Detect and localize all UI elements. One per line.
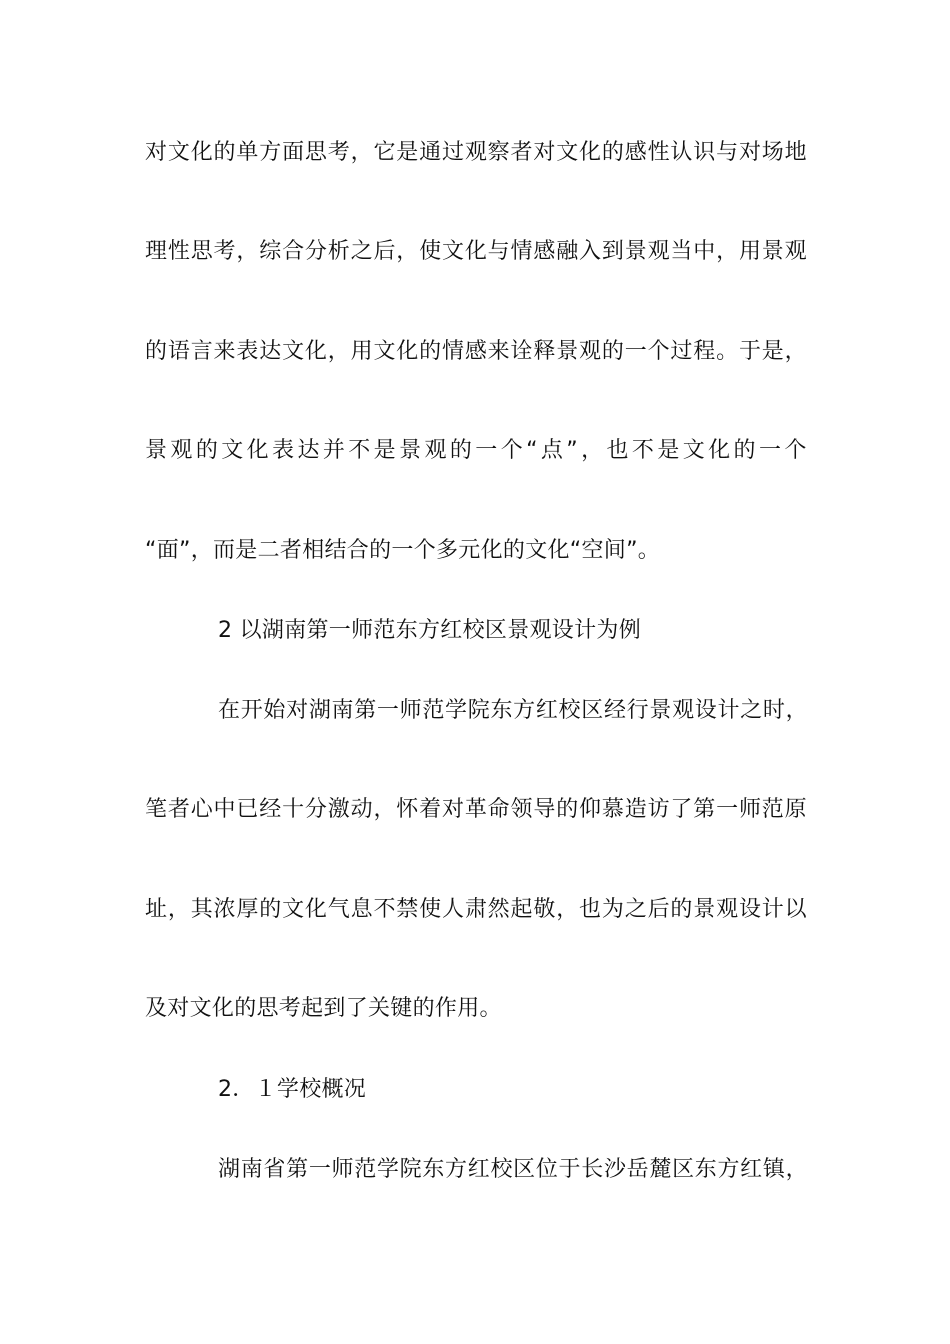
text-char: 红 [740, 1157, 763, 1182]
text-char: 是 [761, 339, 785, 364]
text-char: 行 [626, 698, 649, 723]
text-char: 师 [331, 1157, 354, 1182]
text-char: 区 [581, 698, 604, 723]
text-char: 位 [535, 1157, 559, 1182]
paragraph-line: “面”，而是二者相结合的一个多元化的文化“空间”。 [145, 538, 661, 563]
text-char: 院 [467, 698, 491, 723]
text-char: 的 [145, 339, 168, 364]
text-char: 表 [272, 438, 295, 463]
text-char: 理 [145, 239, 168, 264]
text-char: 文 [282, 897, 305, 922]
text-char: 的 [419, 339, 442, 364]
text-char: 肃 [464, 897, 488, 922]
text-char: 原 [784, 797, 807, 822]
text-char: 时 [762, 698, 786, 723]
text-char: 激 [327, 797, 351, 822]
text-char: 过 [441, 140, 465, 165]
text-char: 景 [556, 339, 579, 364]
text-char: 经 [259, 797, 282, 822]
text-char: 场 [761, 140, 785, 165]
text-char: 计 [717, 698, 740, 723]
text-char: 使 [419, 897, 442, 922]
text-char: 中 [213, 797, 236, 822]
text-char: 观 [424, 438, 447, 463]
text-char: 敬 [533, 897, 556, 922]
text-char: 的 [670, 897, 693, 922]
text-char: 的 [259, 897, 282, 922]
text-char: 语 [167, 339, 191, 364]
text-char: 浓 [213, 897, 236, 922]
text-char: 不 [348, 438, 371, 463]
text-char: 合 [282, 239, 305, 264]
text-char: 点 [540, 438, 564, 463]
text-char: 察 [487, 140, 510, 165]
paragraph-line [145, 237, 807, 267]
text-char: 于 [738, 339, 762, 364]
text-char: 用 [738, 239, 762, 264]
text-char: 区 [672, 1157, 695, 1182]
text-char: 景 [693, 897, 716, 922]
text-char: 个 [500, 438, 523, 463]
text-char: “ [526, 438, 538, 463]
text-char: 革 [464, 797, 488, 822]
text-char: 文 [556, 140, 579, 165]
text-char: 分 [304, 239, 328, 264]
text-char: 观 [579, 339, 602, 364]
text-char: 析 [327, 239, 351, 264]
text-char: 禁 [396, 897, 419, 922]
text-char: 设 [738, 897, 762, 922]
text-char: 用 [350, 339, 373, 364]
text-char: 怀 [396, 797, 419, 822]
text-char: 之 [740, 698, 763, 723]
text-char: 面 [282, 140, 305, 165]
text-char: ， [784, 339, 807, 364]
text-char: 景 [649, 698, 672, 723]
text-char: 麓 [649, 1157, 672, 1182]
text-char: 气 [327, 897, 351, 922]
text-char: 观 [672, 698, 695, 723]
text-char: 第 [354, 698, 377, 723]
text-char: 经 [603, 698, 627, 723]
text-char: 中 [693, 239, 716, 264]
text-char: 的 [195, 438, 219, 463]
text-char: 思 [304, 140, 328, 165]
paragraph-line [145, 436, 807, 466]
text-char: 学 [445, 698, 468, 723]
text-char: 南 [331, 698, 354, 723]
text-char: 观 [464, 140, 488, 165]
text-char: 设 [694, 698, 718, 723]
text-char: 化 [304, 897, 328, 922]
text-char: 地 [784, 140, 807, 165]
text-char: 融 [556, 239, 579, 264]
text-char: 是 [373, 438, 396, 463]
text-char: 息 [350, 897, 373, 922]
text-char: 言 [190, 339, 213, 364]
text-char: 湖 [218, 1157, 241, 1182]
text-char: 方 [445, 1157, 468, 1182]
text-char: 也 [606, 438, 629, 463]
paragraph-line [218, 1155, 808, 1185]
text-char: 表 [236, 339, 259, 364]
text-char: 的 [213, 140, 236, 165]
text-char: 造 [624, 797, 648, 822]
text-char: 南 [240, 1157, 264, 1182]
text-char: 诠 [510, 339, 533, 364]
text-char: 化 [464, 239, 488, 264]
text-char: 感 [533, 239, 556, 264]
text-char: 对 [441, 797, 465, 822]
text-char: 与 [487, 239, 510, 264]
text-char: 一 [308, 1157, 332, 1182]
text-char: 化 [579, 140, 602, 165]
text-char: 东 [490, 698, 513, 723]
text-char: 区 [513, 1157, 536, 1182]
text-char: 开 [240, 698, 264, 723]
paragraph-line [145, 895, 807, 925]
text-char: 之 [350, 239, 373, 264]
text-char: 化 [246, 438, 269, 463]
text-char: 校 [558, 698, 581, 723]
text-char: 认 [670, 140, 693, 165]
text-char: 领 [510, 797, 533, 822]
text-char: 对 [533, 140, 556, 165]
text-char: 化 [304, 339, 328, 364]
text-char: 以 [784, 897, 807, 922]
text-char: 院 [399, 1157, 422, 1182]
text-char: ” [566, 438, 578, 463]
text-char: 观 [170, 438, 193, 463]
text-char: 省 [263, 1157, 286, 1182]
text-char: 者 [167, 797, 191, 822]
text-char: 始 [263, 698, 286, 723]
text-char: 访 [647, 797, 670, 822]
text-char: 笔 [145, 797, 168, 822]
text-char: 为 [601, 897, 625, 922]
text-char: 一 [716, 797, 739, 822]
text-char: 考 [213, 239, 236, 264]
text-char: 然 [487, 897, 510, 922]
text-char: ， [556, 897, 579, 922]
text-char: 动 [350, 797, 373, 822]
text-char: 考 [327, 140, 351, 165]
text-char: 址 [145, 897, 168, 922]
text-char: 化 [396, 339, 419, 364]
text-char: 到 [601, 239, 625, 264]
text-char: ， [716, 239, 739, 264]
text-char: 个 [784, 438, 807, 463]
text-char: 十 [282, 797, 305, 822]
text-char: ， [581, 438, 604, 463]
text-char: 心 [190, 797, 213, 822]
text-char: 方 [717, 1157, 740, 1182]
text-char: 文 [441, 239, 465, 264]
text-char: 东 [422, 1157, 445, 1182]
text-char: 于 [558, 1157, 581, 1182]
text-char: 的 [556, 797, 579, 822]
text-char: 第 [693, 797, 716, 822]
text-char: 师 [399, 698, 422, 723]
text-char: 校 [490, 1157, 513, 1182]
text-char: 红 [467, 1157, 491, 1182]
text-char: 一 [758, 438, 782, 463]
text-char: 景 [399, 438, 422, 463]
text-char: 厚 [236, 897, 259, 922]
paragraph-line [145, 138, 807, 168]
text-char: 命 [487, 797, 510, 822]
text-char: 化 [190, 140, 213, 165]
text-char: ， [785, 698, 808, 723]
paragraph-line [218, 696, 808, 726]
text-char: 一 [376, 698, 400, 723]
text-char: 化 [708, 438, 731, 463]
text-char: 景 [145, 438, 168, 463]
text-char: 起 [510, 897, 533, 922]
text-char: 岳 [626, 1157, 649, 1182]
text-char: 感 [464, 339, 488, 364]
text-char: 思 [190, 239, 213, 264]
text-char: ， [167, 897, 191, 922]
text-char: 是 [657, 438, 680, 463]
text-char: 当 [670, 239, 693, 264]
text-char: 镇 [762, 1157, 786, 1182]
text-char: 在 [218, 698, 241, 723]
text-char: 后 [373, 239, 396, 264]
text-char: 文 [282, 339, 305, 364]
paragraph-line: 及对文化的思考起到了关键的作用。 [145, 996, 502, 1021]
text-char: 之 [624, 897, 648, 922]
text-char: 一 [624, 339, 648, 364]
text-char: 。 [716, 339, 739, 364]
text-char: 景 [624, 239, 648, 264]
text-char: 已 [236, 797, 259, 822]
text-char: 释 [533, 339, 556, 364]
text-char: 东 [694, 1157, 718, 1182]
text-char: 第 [286, 1157, 309, 1182]
text-char: 了 [670, 797, 693, 822]
text-char: 观 [716, 897, 739, 922]
text-char: 的 [449, 438, 473, 463]
text-char: 师 [738, 797, 762, 822]
paragraph-line [145, 337, 807, 367]
text-char: 观 [784, 239, 807, 264]
text-char: 观 [647, 239, 670, 264]
text-char: 沙 [603, 1157, 627, 1182]
paragraph-line [145, 795, 807, 825]
text-char: 导 [533, 797, 556, 822]
text-char: 着 [419, 797, 442, 822]
text-char: 与 [716, 140, 739, 165]
section-heading: 2 以湖南第一师范东方红校区景观设计为例 [218, 618, 641, 643]
text-char: 情 [441, 339, 465, 364]
text-char: ， [373, 797, 396, 822]
text-char: ， [350, 140, 373, 165]
text-char: ， [327, 339, 351, 364]
text-char: 来 [487, 339, 510, 364]
text-char: 范 [354, 1157, 377, 1182]
text-char: 湖 [308, 698, 332, 723]
text-char: 学 [376, 1157, 400, 1182]
text-char: ， [785, 1157, 808, 1182]
text-char: 文 [373, 339, 396, 364]
text-char: 性 [647, 140, 670, 165]
text-char: 对 [738, 140, 762, 165]
text-char: 景 [761, 239, 785, 264]
text-char: 个 [647, 339, 670, 364]
text-char: 方 [513, 698, 536, 723]
text-char: 一 [475, 438, 498, 463]
text-char: 性 [167, 239, 191, 264]
text-char: 长 [581, 1157, 604, 1182]
text-char: 程 [693, 339, 716, 364]
text-char: 方 [259, 140, 282, 165]
text-char: 是 [396, 140, 419, 165]
text-char: 仰 [579, 797, 602, 822]
text-char: 使 [419, 239, 442, 264]
text-char: 范 [422, 698, 445, 723]
text-char: ， [396, 239, 419, 264]
text-char: 计 [761, 897, 785, 922]
text-char: 达 [259, 339, 282, 364]
text-char: 它 [373, 140, 396, 165]
text-char: 的 [733, 438, 756, 463]
text-char: 的 [601, 339, 625, 364]
text-char: 来 [213, 339, 236, 364]
text-char: 人 [441, 897, 465, 922]
text-char: 对 [145, 140, 168, 165]
text-char: 综 [259, 239, 282, 264]
text-char: 红 [535, 698, 559, 723]
text-char: 的 [601, 140, 625, 165]
text-char: 对 [286, 698, 309, 723]
text-char: 慕 [601, 797, 625, 822]
text-char: 达 [297, 438, 320, 463]
text-char: 文 [221, 438, 244, 463]
text-char: 不 [631, 438, 655, 463]
text-char: 范 [761, 797, 785, 822]
text-char: 入 [579, 239, 602, 264]
text-char: 后 [647, 897, 670, 922]
text-char: 情 [510, 239, 533, 264]
text-char: 其 [190, 897, 213, 922]
subsection-heading: 2．１学校概况 [218, 1077, 367, 1102]
text-char: 感 [624, 140, 648, 165]
text-char: 单 [236, 140, 259, 165]
text-char: 不 [373, 897, 396, 922]
text-char: 过 [670, 339, 693, 364]
text-char: 也 [579, 897, 602, 922]
text-char: 分 [304, 797, 328, 822]
text-char: 文 [167, 140, 191, 165]
text-char: 文 [682, 438, 706, 463]
text-char: ， [236, 239, 259, 264]
text-char: 者 [510, 140, 533, 165]
text-char: 识 [693, 140, 716, 165]
text-char: 并 [322, 438, 346, 463]
text-char: 通 [419, 140, 442, 165]
